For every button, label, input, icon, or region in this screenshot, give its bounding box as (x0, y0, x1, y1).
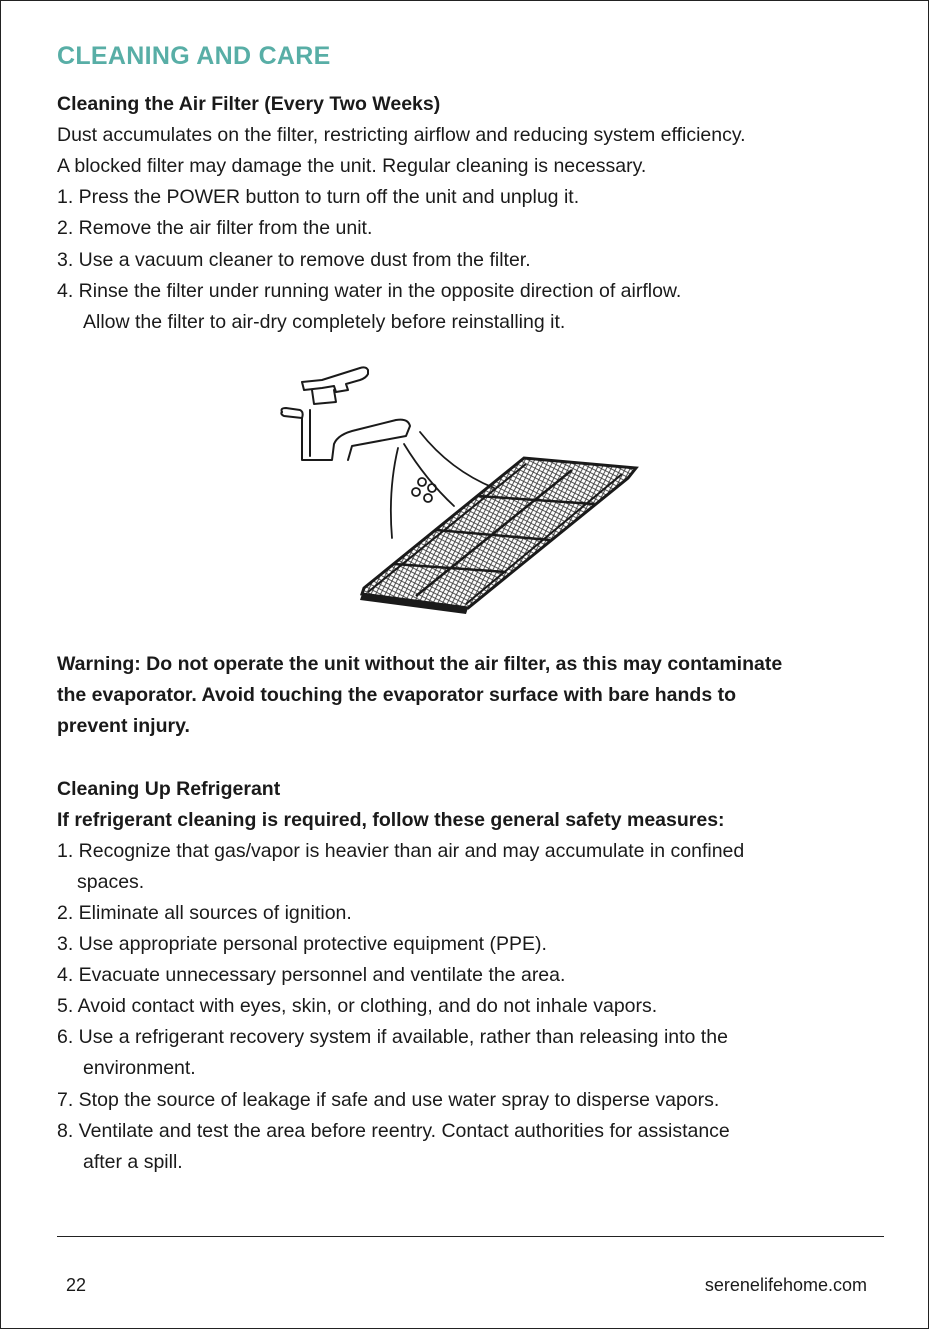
refrigerant-heading: Cleaning Up Refrigerant (57, 778, 281, 800)
filter-step: 4. Rinse the filter under running water in the opposite direction of airflow. (57, 280, 682, 302)
filter-intro-line: A blocked filter may damage the unit. Regular cleaning is necessary. (57, 155, 647, 177)
warning-text: the evaporator. Avoid touching the evaporator surface with bare hands to (57, 684, 737, 706)
filter-heading: Cleaning the Air Filter (Every Two Weeks) (57, 93, 441, 115)
refrigerant-step: 6. Use a refrigerant recovery system if available, rather than releasing into the (57, 1026, 728, 1048)
filter-step: 3. Use a vacuum cleaner to remove dust from the filter. (57, 249, 531, 271)
refrigerant-step: 8. Ventilate and test the area before reentry. Contact authorities for assistance (57, 1120, 730, 1142)
refrigerant-step-continuation: spaces. (77, 871, 145, 893)
filter-step: 1. Press the POWER button to turn off the unit and unplug it. (57, 186, 580, 208)
refrigerant-subheading: If refrigerant cleaning is required, follow these general safety measures: (57, 809, 725, 831)
filter-step-continuation: Allow the filter to air-dry completely before reinstalling it. (83, 311, 566, 333)
refrigerant-step: 5. Avoid contact with eyes, skin, or clothing, and do not inhale vapors. (57, 995, 658, 1017)
refrigerant-step: 4. Evacuate unnecessary personnel and ventilate the area. (57, 964, 566, 986)
filter-intro-line: Dust accumulates on the filter, restricting airflow and reducing system efficiency. (57, 124, 746, 146)
page-title: CLEANING AND CARE (57, 42, 331, 70)
refrigerant-step: 7. Stop the source of leakage if safe and use water spray to disperse vapors. (57, 1089, 720, 1111)
website-link[interactable]: serenelifehome.com (704, 1275, 867, 1295)
refrigerant-step: 2. Eliminate all sources of ignition. (57, 902, 352, 924)
refrigerant-step: 3. Use appropriate personal protective equipment (PPE). (57, 933, 547, 955)
refrigerant-step-continuation: after a spill. (83, 1151, 183, 1173)
footer-divider (57, 1236, 884, 1237)
faucet-icon (281, 367, 410, 460)
air-filter-icon (360, 458, 636, 614)
filter-step: 2. Remove the air filter from the unit. (57, 217, 373, 239)
warning-text: Warning: Do not operate the unit without the air filter, as this may contaminate (57, 653, 783, 675)
faucet-rinsing-filter-illustration (276, 360, 640, 616)
page-number: 22 (66, 1275, 87, 1295)
warning-text: prevent injury. (57, 715, 190, 737)
refrigerant-step: 1. Recognize that gas/vapor is heavier than air and may accumulate in confined (57, 840, 745, 862)
refrigerant-step-continuation: environment. (83, 1057, 196, 1079)
